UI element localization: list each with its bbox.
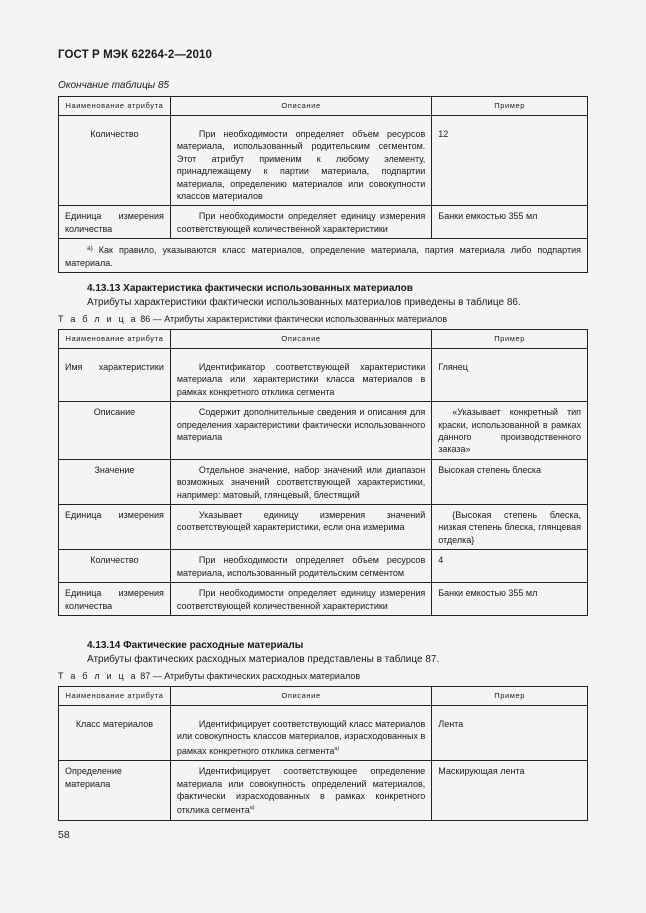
- attribute-name: Количество: [59, 124, 171, 206]
- attribute-name: Описание: [59, 402, 171, 460]
- attribute-example: Глянец: [432, 357, 588, 402]
- attribute-description: При необходимости определяет единицу измерения соответствующей количественной характеристики: [170, 583, 431, 616]
- attribute-example: Банки емкостью 355 мл: [432, 206, 588, 239]
- table-87-caption: [58, 671, 360, 681]
- attribute-name: Класс материалов: [59, 714, 171, 761]
- attribute-description: Содержит дополнительные сведения и описания для определения характеристики фактически использованного материала: [170, 402, 431, 460]
- section-intro-4-13-14: Атрибуты фактических расходных материалов представлены в таблице 87.: [87, 654, 440, 665]
- attribute-example: 4: [432, 550, 588, 583]
- table-row: [59, 124, 588, 206]
- table-row: [59, 206, 588, 239]
- attribute-description: Идентификатор соответствующей характеристики материала или характеристики класса материалов в рамках конкретного отклика сегмента: [170, 357, 431, 402]
- table-row: [59, 402, 588, 460]
- table-85: [58, 96, 588, 273]
- attribute-description: При необходимости определяет единицу измерения соответствующей количественной характеристики: [170, 206, 431, 239]
- section-heading-4-13-14: 4.13.14 Фактические расходные материалы: [87, 640, 304, 651]
- column-header-description: Описание: [170, 97, 431, 116]
- footnote-reference: а): [334, 745, 340, 752]
- footnote-reference: а): [249, 805, 255, 812]
- attribute-example: Банки емкостью 355 мл: [432, 583, 588, 616]
- table-row: [59, 583, 588, 616]
- page-number: 58: [58, 829, 70, 841]
- table-label: Т а б л и ц а: [58, 671, 138, 681]
- attribute-description-cell: [170, 714, 431, 761]
- attribute-example: Высокая степень блеска: [432, 459, 588, 504]
- attribute-name: Единица измерения: [59, 505, 171, 550]
- table-86: [58, 329, 588, 616]
- attribute-name: Имя характеристики: [59, 357, 171, 402]
- attribute-example: «Указывает конкретный тип краски, использованной в рамках данного производственного заказа»: [432, 402, 588, 460]
- column-header-description: Описание: [170, 687, 431, 706]
- column-header-description: Описание: [170, 330, 431, 349]
- table-title: 86 — Атрибуты характеристики фактически использованных материалов: [140, 314, 448, 324]
- document-header: ГОСТ Р МЭК 62264-2—2010: [58, 49, 212, 61]
- section-intro-4-13-13: Атрибуты характеристики фактически использованных материалов приведены в таблице 86.: [87, 297, 521, 308]
- attribute-name: Определение материала: [59, 761, 171, 821]
- attribute-description: При необходимости определяет объем ресурсов материала, использованный родительским сегментом: [170, 550, 431, 583]
- attribute-description: Отдельное значение, набор значений или диапазон возможных значений соответствующей характеристики, например: матовый, глянцевый, блестящий: [170, 459, 431, 504]
- table-row: [59, 505, 588, 550]
- footnote-row: [59, 239, 588, 273]
- attribute-example: {Высокая степень блеска, низкая степень блеска, глянцевая отделка}: [432, 505, 588, 550]
- table-row: [59, 714, 588, 761]
- column-header-example: Пример: [432, 330, 588, 349]
- attribute-description: При необходимости определяет объем ресурсов материала, использованный родительским сегментом. Этот атрибут применим к любому элементу, принадлежащему к партии материала, подпартии материала, определению материалов или совокупности классов материалов: [170, 124, 431, 206]
- table-label: Т а б л и ц а: [58, 314, 138, 324]
- attribute-name: Единица измерения количества: [59, 206, 171, 239]
- footnote-text: Как правило, указываются класс материалов, определение материала, партия материала либо подпартия материала.: [65, 245, 581, 268]
- table-row: [59, 357, 588, 402]
- attribute-example: Лента: [432, 714, 588, 761]
- footnote-mark: а): [87, 245, 93, 253]
- column-header-name: Наименование атрибута: [59, 330, 171, 349]
- attribute-name: Значение: [59, 459, 171, 504]
- attribute-description: Указывает единицу измерения значений соответствующей характеристики, если она измерима: [170, 505, 431, 550]
- attribute-example: 12: [432, 124, 588, 206]
- column-header-name: Наименование атрибута: [59, 97, 171, 116]
- table-87: [58, 686, 588, 821]
- column-header-name: Наименование атрибута: [59, 687, 171, 706]
- column-header-example: Пример: [432, 687, 588, 706]
- table-row: [59, 761, 588, 821]
- attribute-name: Единица измерения количества: [59, 583, 171, 616]
- section-heading-4-13-13: 4.13.13 Характеристика фактически использованных материалов: [87, 283, 413, 294]
- table-row: [59, 550, 588, 583]
- attribute-description: Идентифицирует соответствующий класс материалов или совокупность классов материалов, израсходованных в рамках конкретного отклика сегмента: [176, 719, 426, 756]
- attribute-example: Маскирующая лента: [432, 761, 588, 821]
- table-title: 87 — Атрибуты фактических расходных материалов: [140, 671, 361, 681]
- attribute-description-cell: [170, 761, 431, 821]
- column-header-example: Пример: [432, 97, 588, 116]
- table-85-caption: Окончание таблицы 85: [58, 80, 170, 91]
- attribute-name: Количество: [59, 550, 171, 583]
- table-86-caption: [58, 314, 447, 324]
- table-row: [59, 459, 588, 504]
- attribute-description: Идентифицирует соответствующее определение материала или совокупность определений материалов, фактически израсходованных в рамках конкретного отклика сегмента: [176, 766, 426, 816]
